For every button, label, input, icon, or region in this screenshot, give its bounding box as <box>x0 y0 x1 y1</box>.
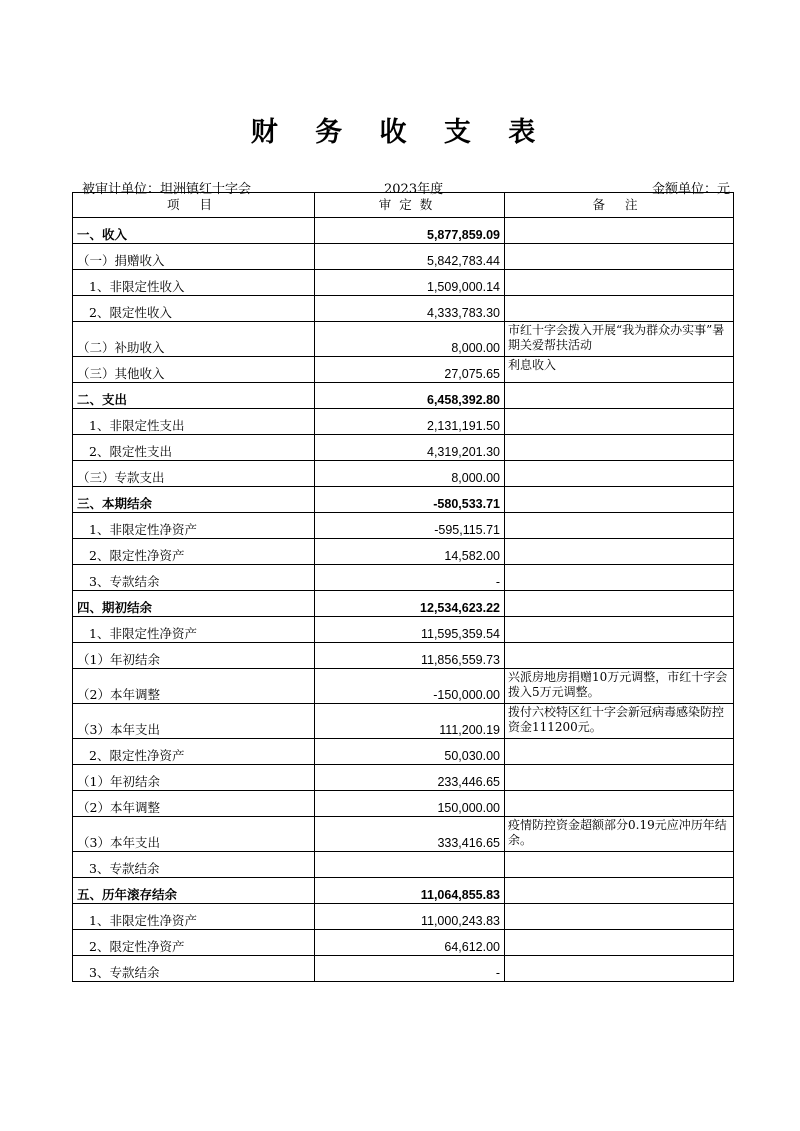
financial-statement-table <box>72 192 734 982</box>
row-item-cell: 3、专款结余 <box>73 852 315 878</box>
table-row <box>73 765 734 791</box>
row-item-cell: 2、限定性净资产 <box>73 539 315 565</box>
row-note-cell <box>505 513 734 539</box>
row-note-cell <box>505 739 734 765</box>
row-item-cell: 3、专款结余 <box>73 565 315 591</box>
row-item-cell: （1）年初结余 <box>73 643 315 669</box>
row-item-cell: 2、限定性净资产 <box>73 739 315 765</box>
row-item-cell: 1、非限定性净资产 <box>73 904 315 930</box>
row-item-cell: 2、限定性收入 <box>73 296 315 322</box>
row-amount-cell: - <box>315 956 505 982</box>
table-row <box>73 218 734 244</box>
row-item-cell: （3）本年支出 <box>73 817 315 852</box>
row-note-cell <box>505 878 734 904</box>
row-amount-cell: 12,534,623.22 <box>315 591 505 617</box>
row-note-cell <box>505 930 734 956</box>
table-row <box>73 956 734 982</box>
row-amount-cell: 14,582.00 <box>315 539 505 565</box>
row-amount-cell: 11,856,559.73 <box>315 643 505 669</box>
row-item-cell: （2）本年调整 <box>73 669 315 704</box>
row-amount-cell: 27,075.65 <box>315 357 505 383</box>
table-row <box>73 322 734 357</box>
row-amount-cell: 233,446.65 <box>315 765 505 791</box>
row-note-cell <box>505 765 734 791</box>
row-item-cell: 1、非限定性支出 <box>73 409 315 435</box>
table-row <box>73 244 734 270</box>
row-note-cell <box>505 852 734 878</box>
row-amount-cell: 4,319,201.30 <box>315 435 505 461</box>
table-row <box>73 817 734 852</box>
table-row <box>73 617 734 643</box>
row-item-cell: 五、历年滚存结余 <box>73 878 315 904</box>
row-item-cell: （二）补助收入 <box>73 322 315 357</box>
row-amount-cell: 50,030.00 <box>315 739 505 765</box>
row-item-cell: （1）年初结余 <box>73 765 315 791</box>
row-note-cell <box>505 409 734 435</box>
row-item-cell: （一）捐赠收入 <box>73 244 315 270</box>
row-item-cell: 1、非限定性净资产 <box>73 513 315 539</box>
audited-unit-label: 被审计单位：坦洲镇红十字会 <box>82 182 252 197</box>
row-note-cell <box>505 461 734 487</box>
table-row <box>73 791 734 817</box>
row-amount-cell: 11,000,243.83 <box>315 904 505 930</box>
row-amount-cell: 11,595,359.54 <box>315 617 505 643</box>
row-amount-cell: 64,612.00 <box>315 930 505 956</box>
table-row <box>73 357 734 383</box>
table-row <box>73 539 734 565</box>
table-row <box>73 435 734 461</box>
row-amount-cell: -595,115.71 <box>315 513 505 539</box>
row-note-cell <box>505 539 734 565</box>
table-row <box>73 878 734 904</box>
row-amount-cell: 333,416.65 <box>315 817 505 852</box>
row-amount-cell: -150,000.00 <box>315 669 505 704</box>
table-row <box>73 487 734 513</box>
row-item-cell: 1、非限定性收入 <box>73 270 315 296</box>
page-title: 财 务 收 支 表 <box>250 117 550 148</box>
fiscal-year-label: 2023年度 <box>384 182 444 197</box>
row-note-cell <box>505 296 734 322</box>
row-item-cell: （三）专款支出 <box>73 461 315 487</box>
table-row <box>73 513 734 539</box>
column-header-amount: 审定数 <box>315 193 505 218</box>
row-amount-cell: 4,333,783.30 <box>315 296 505 322</box>
table-row <box>73 383 734 409</box>
row-item-cell: 三、本期结余 <box>73 487 315 513</box>
row-amount-cell: 6,458,392.80 <box>315 383 505 409</box>
table-row <box>73 296 734 322</box>
row-amount-cell: - <box>315 565 505 591</box>
table-row <box>73 904 734 930</box>
row-item-cell: 一、收入 <box>73 218 315 244</box>
row-note-cell <box>505 791 734 817</box>
row-note-cell <box>505 383 734 409</box>
row-note-cell <box>505 565 734 591</box>
row-item-cell: 二、支出 <box>73 383 315 409</box>
row-note-cell <box>505 244 734 270</box>
row-item-cell: （3）本年支出 <box>73 704 315 739</box>
table-row <box>73 409 734 435</box>
row-amount-cell: 5,877,859.09 <box>315 218 505 244</box>
table-header-row <box>73 193 734 218</box>
row-note-cell <box>505 270 734 296</box>
row-note-cell <box>505 591 734 617</box>
row-amount-cell: -580,533.71 <box>315 487 505 513</box>
row-item-cell: （2）本年调整 <box>73 791 315 817</box>
row-item-cell: 四、期初结余 <box>73 591 315 617</box>
table-row <box>73 643 734 669</box>
column-header-item: 项 目 <box>73 193 315 218</box>
table-row <box>73 704 734 739</box>
row-amount-cell: 111,200.19 <box>315 704 505 739</box>
row-item-cell: （三）其他收入 <box>73 357 315 383</box>
table-row <box>73 669 734 704</box>
row-amount-cell: 8,000.00 <box>315 322 505 357</box>
row-note-cell: 疫情防控资金超额部分0.19元应冲历年结余。 <box>505 817 734 852</box>
table-row <box>73 739 734 765</box>
table-row <box>73 461 734 487</box>
row-note-cell <box>505 435 734 461</box>
row-note-cell <box>505 904 734 930</box>
column-header-note: 备 注 <box>505 193 734 218</box>
table-row <box>73 852 734 878</box>
currency-unit-label: 金额单位：元 <box>651 182 730 197</box>
table-row <box>73 930 734 956</box>
row-note-cell <box>505 617 734 643</box>
table-row <box>73 565 734 591</box>
row-item-cell: 1、非限定性净资产 <box>73 617 315 643</box>
table-row <box>73 270 734 296</box>
table-row <box>73 591 734 617</box>
row-note-cell <box>505 643 734 669</box>
row-amount-cell <box>315 852 505 878</box>
row-note-cell <box>505 218 734 244</box>
row-amount-cell: 1,509,000.14 <box>315 270 505 296</box>
row-amount-cell: 2,131,191.50 <box>315 409 505 435</box>
row-note-cell <box>505 956 734 982</box>
row-item-cell: 2、限定性支出 <box>73 435 315 461</box>
row-amount-cell: 150,000.00 <box>315 791 505 817</box>
row-note-cell: 市红十字会拨入开展“我为群众办实事”暑期关爱帮扶活动 <box>505 322 734 357</box>
row-note-cell: 兴派房地房捐赠10万元调整，市红十字会拨入5万元调整。 <box>505 669 734 704</box>
row-note-cell: 拨付六校特区红十字会新冠病毒感染防控资金111200元。 <box>505 704 734 739</box>
row-amount-cell: 5,842,783.44 <box>315 244 505 270</box>
row-note-cell <box>505 487 734 513</box>
row-note-cell: 利息收入 <box>505 357 734 383</box>
row-item-cell: 3、专款结余 <box>73 956 315 982</box>
row-item-cell: 2、限定性净资产 <box>73 930 315 956</box>
row-amount-cell: 8,000.00 <box>315 461 505 487</box>
row-amount-cell: 11,064,855.83 <box>315 878 505 904</box>
